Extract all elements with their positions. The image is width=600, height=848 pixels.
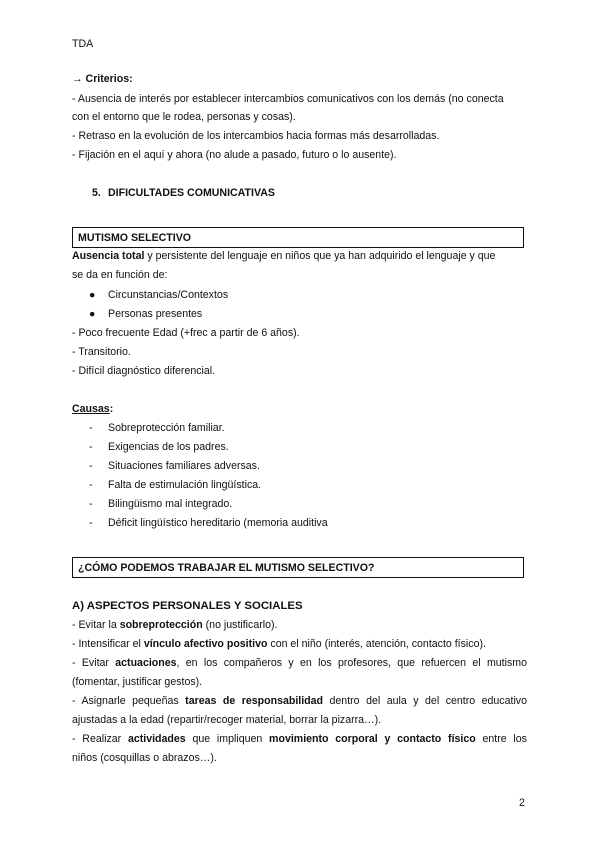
p4-bold: tareas de responsabilidad bbox=[185, 695, 324, 707]
mutismo-intro bbox=[72, 250, 495, 262]
paragraph-3 bbox=[72, 657, 527, 669]
p3-text: , en los compañeros y en los profesores, que refuercen el mutismo bbox=[176, 657, 527, 669]
p4-text: - Asignarle pequeñas bbox=[72, 695, 186, 707]
criterios-line: - Ausencia de interés por establecer intercambios comunicativos con los demás (no conecta bbox=[72, 93, 504, 105]
causa-item: Falta de estimulación lingüística. bbox=[108, 479, 262, 491]
p5-text: entre los bbox=[475, 733, 527, 745]
dash-marker: - bbox=[89, 498, 93, 510]
paragraph-5-cont: niños (cosquillas o abrazos…). bbox=[72, 752, 217, 764]
dash-marker: - bbox=[89, 517, 93, 529]
paragraph-3-cont: (fomentar, justificar gestos). bbox=[72, 676, 203, 688]
bullet-item: Circunstancias/Contextos bbox=[108, 289, 229, 301]
dash-marker: - bbox=[89, 460, 93, 472]
causas-heading-text: Causas bbox=[72, 403, 110, 415]
mutismo-intro-bold: Ausencia total bbox=[72, 250, 145, 262]
causa-item: Sobreprotección familiar. bbox=[108, 422, 225, 434]
mutismo-note: - Difícil diagnóstico diferencial. bbox=[72, 365, 216, 377]
p5-bold: movimiento corporal y contacto físico bbox=[269, 733, 476, 745]
trabajo-box-title: ¿CÓMO PODEMOS TRABAJAR EL MUTISMO SELECTIVO? bbox=[78, 562, 375, 574]
p2-text: con el niño (interés, atención, contacto físico). bbox=[267, 638, 486, 650]
p4-text: dentro del aula y del centro educativo bbox=[323, 695, 527, 707]
p1-bold: sobreprotección bbox=[119, 619, 203, 631]
causas-heading bbox=[72, 403, 113, 415]
p5-bold: actividades bbox=[127, 733, 186, 745]
mutismo-intro-line2: se da en función de: bbox=[72, 269, 168, 281]
dash-marker: - bbox=[89, 479, 93, 491]
subheading: A) ASPECTOS PERSONALES Y SOCIALES bbox=[72, 600, 303, 612]
causa-item: Situaciones familiares adversas. bbox=[108, 460, 260, 472]
paragraph-4 bbox=[72, 695, 527, 707]
section-title: DIFICULTADES COMUNICATIVAS bbox=[108, 187, 275, 199]
page-number: 2 bbox=[519, 797, 525, 809]
p5-text: - Realizar bbox=[72, 733, 128, 745]
causa-item: Déficit lingüístico hereditario (memoria auditiva bbox=[108, 517, 328, 529]
p1-text: - Evitar la bbox=[72, 619, 120, 631]
paragraph-4-cont: ajustadas a la edad (repartir/recoger material, borrar la pizarra…). bbox=[72, 714, 382, 726]
paragraph-1 bbox=[72, 619, 277, 631]
dash-marker: - bbox=[89, 422, 93, 434]
p3-bold: actuaciones bbox=[115, 657, 177, 669]
p3-text: - Evitar bbox=[72, 657, 116, 669]
criterios-line: - Fijación en el aquí y ahora (no alude a pasado, futuro o lo ausente). bbox=[72, 149, 397, 161]
dash-marker: - bbox=[89, 441, 93, 453]
mutismo-box bbox=[72, 227, 524, 248]
paragraph-5 bbox=[72, 733, 527, 745]
mutismo-intro-rest: y persistente del lenguaje en niños que ya han adquirido el lenguaje y que bbox=[144, 250, 496, 262]
causa-item: Bilingüismo mal integrado. bbox=[108, 498, 233, 510]
p2-bold: vínculo afectivo positivo bbox=[143, 638, 268, 650]
mutismo-note: - Transitorio. bbox=[72, 346, 131, 358]
criterios-line: con el entorno que le rodea, personas y cosas). bbox=[72, 111, 296, 123]
p2-text: - Intensificar el bbox=[72, 638, 144, 650]
causas-colon: : bbox=[109, 403, 114, 415]
mutismo-box-title: MUTISMO SELECTIVO bbox=[78, 232, 192, 244]
p5-text: que impliquen bbox=[185, 733, 270, 745]
bullet-dot: ● bbox=[89, 308, 96, 320]
p1-text: (no justificarlo). bbox=[202, 619, 278, 631]
criterios-heading: → Criterios: bbox=[72, 73, 133, 85]
paragraph-2 bbox=[72, 638, 486, 650]
bullet-dot: ● bbox=[89, 289, 96, 301]
mutismo-note: - Poco frecuente Edad (+frec a partir de 6 años). bbox=[72, 327, 300, 339]
criterios-line: - Retraso en la evolución de los intercambios hacia formas más desarrolladas. bbox=[72, 130, 440, 142]
bullet-item: Personas presentes bbox=[108, 308, 203, 320]
section-number: 5. bbox=[92, 187, 101, 199]
header-title: TDA bbox=[72, 38, 94, 50]
causa-item: Exigencias de los padres. bbox=[108, 441, 229, 453]
trabajo-box bbox=[72, 557, 524, 578]
